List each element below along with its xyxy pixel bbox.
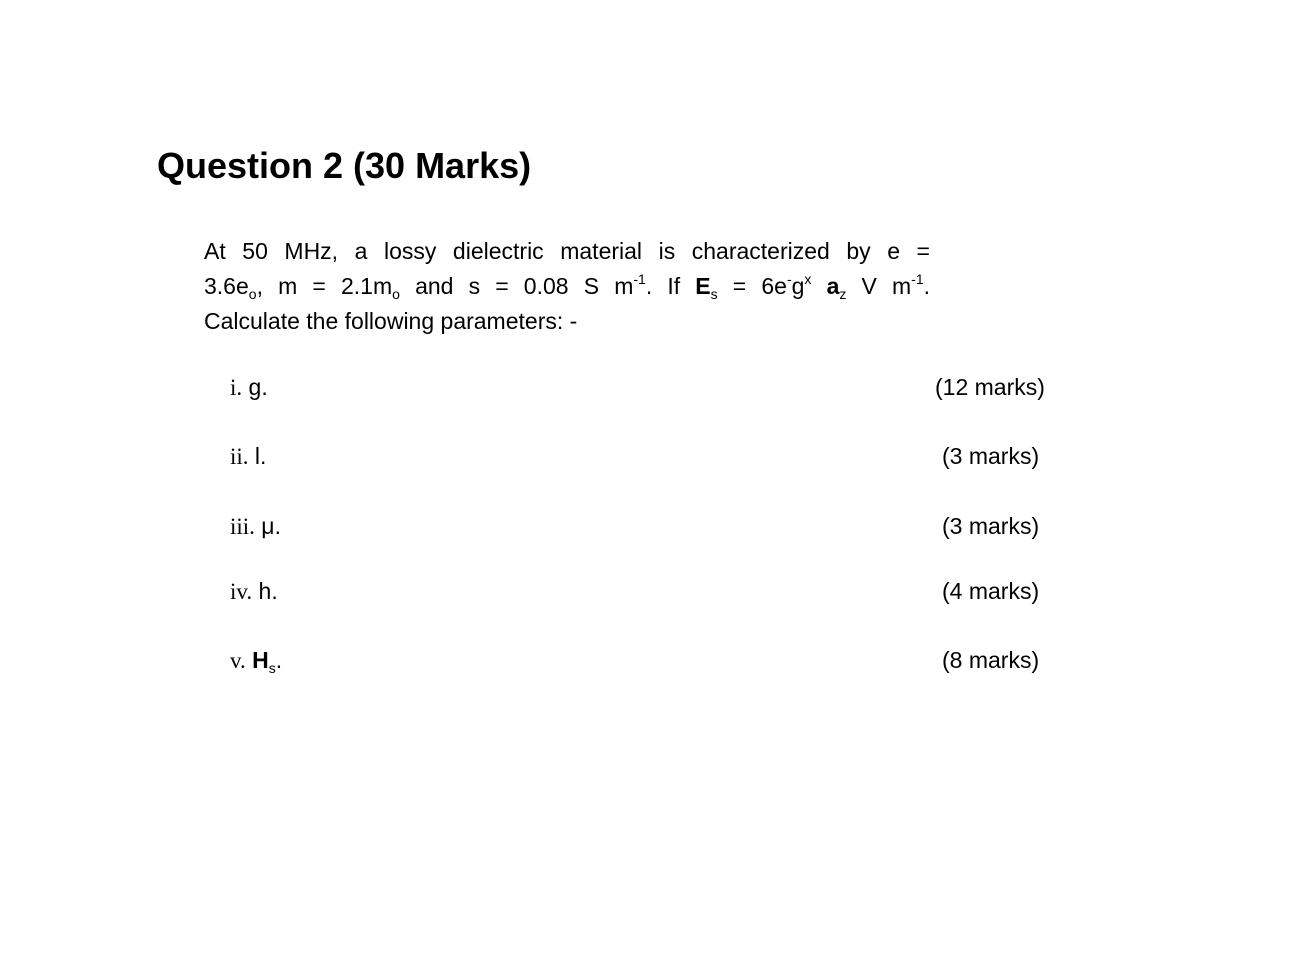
- list-item: [230, 511, 281, 542]
- list-item: [230, 645, 282, 676]
- problem-line-1: At 50 MHz, a lossy dielectric material is characterized by e =: [204, 238, 930, 264]
- subscript: o: [392, 286, 400, 302]
- text: 3.6e: [204, 273, 249, 299]
- subscript: s: [268, 660, 276, 676]
- item-numeral: i.: [230, 375, 243, 400]
- item-parameter: h.: [252, 578, 278, 604]
- item-marks: (8 marks): [942, 647, 1040, 673]
- item-marks: (3 marks): [942, 443, 1040, 469]
- item-parameter-symbol: H: [252, 647, 269, 673]
- item-numeral: v.: [230, 648, 246, 673]
- list-item: [230, 372, 268, 403]
- item-numeral: ii.: [230, 444, 249, 469]
- subscript: o: [248, 286, 257, 302]
- item-marks: (3 marks): [942, 513, 1040, 539]
- item-numeral: iv.: [230, 579, 253, 604]
- text: . If: [645, 273, 696, 299]
- text: and s = 0.08 S m: [399, 273, 634, 299]
- item-parameter: l.: [248, 443, 267, 469]
- superscript: -1: [633, 271, 646, 287]
- unit-vector-a: a: [826, 273, 840, 299]
- problem-line-3: Calculate the following parameters: -: [204, 308, 578, 334]
- subscript: s: [710, 286, 718, 302]
- superscript: -: [786, 271, 792, 287]
- item-parameter-end: .: [275, 647, 283, 673]
- item-numeral: iii.: [230, 514, 255, 539]
- field-symbol-E: E: [695, 273, 711, 299]
- text: = 6e: [717, 273, 787, 299]
- question-title: Question 2 (30 Marks): [157, 145, 532, 186]
- text: V m: [846, 273, 912, 299]
- item-parameter: μ.: [254, 513, 281, 539]
- superscript: x: [804, 271, 812, 287]
- text: [811, 273, 826, 299]
- list-item: [230, 576, 278, 607]
- problem-line-2: [204, 271, 930, 301]
- subscript: z: [839, 286, 847, 302]
- superscript: -1: [911, 271, 924, 287]
- item-marks: (12 marks): [935, 374, 1045, 400]
- text: .: [923, 273, 931, 299]
- list-item: [230, 441, 266, 472]
- item-parameter: g.: [242, 374, 268, 400]
- text: , m = 2.1m: [256, 273, 393, 299]
- text: g: [791, 273, 805, 299]
- item-marks: (4 marks): [942, 578, 1040, 604]
